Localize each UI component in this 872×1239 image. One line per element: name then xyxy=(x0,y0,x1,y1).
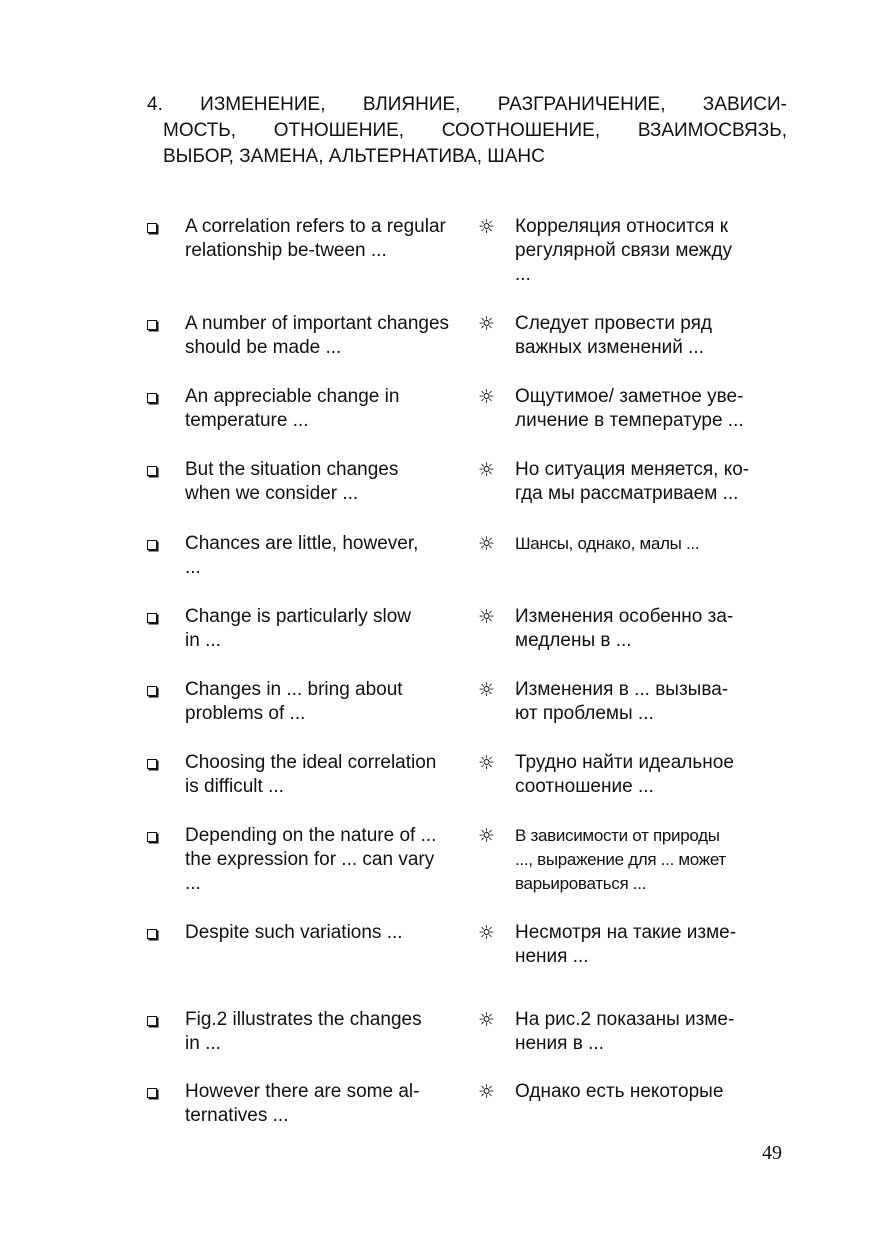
heading-line-1 xyxy=(147,92,787,118)
checkbox-square-icon xyxy=(147,466,157,476)
russian-translation-line: На рис.2 показаны изме- xyxy=(515,1009,735,1030)
english-phrase xyxy=(185,532,465,580)
russian-translation-line: варьироваться ... xyxy=(515,874,647,893)
russian-translation-line: ют проблемы ... xyxy=(515,703,654,724)
english-phrase-line: in ... xyxy=(185,630,221,651)
english-phrase-line: ... xyxy=(185,873,201,894)
russian-translation xyxy=(515,458,775,506)
checkbox-square-icon xyxy=(147,759,157,769)
heading-word: МОСТЬ, xyxy=(163,120,237,141)
heading-number: 4. xyxy=(147,94,163,115)
english-phrase xyxy=(185,1008,465,1056)
checkbox-square-icon xyxy=(147,929,157,939)
section-heading xyxy=(147,92,787,170)
english-phrase-line: temperature ... xyxy=(185,410,309,431)
english-phrase-line: However there are some al- xyxy=(185,1081,420,1102)
sun-icon: ☼ xyxy=(478,1081,496,1103)
page-number: 49 xyxy=(762,1142,782,1164)
heading-word: ИЗМЕНЕНИЕ, xyxy=(200,94,326,115)
english-phrase-line: ternatives ... xyxy=(185,1105,289,1126)
russian-translation xyxy=(515,532,775,556)
russian-translation xyxy=(515,385,775,433)
sun-icon: ☼ xyxy=(478,459,496,481)
russian-translation-line: Корреляция относится к xyxy=(515,216,729,237)
english-phrase-line: A number of important changes xyxy=(185,313,450,334)
english-phrase xyxy=(185,678,465,726)
russian-translation-line: гда мы рассматриваем ... xyxy=(515,483,739,504)
english-phrase xyxy=(185,1080,465,1128)
english-phrase-line: Depending on the nature of ... xyxy=(185,825,437,846)
russian-translation-line: нения в ... xyxy=(515,1033,604,1054)
english-phrase xyxy=(185,605,465,653)
russian-translation-line: соотношение ... xyxy=(515,776,654,797)
english-phrase-line: relationship be-tween ... xyxy=(185,240,387,261)
sun-icon: ☼ xyxy=(478,313,496,335)
heading-word: СООТНОШЕНИЕ, xyxy=(441,120,601,141)
english-phrase xyxy=(185,751,465,799)
sun-icon: ☼ xyxy=(478,922,496,944)
checkbox-square-icon xyxy=(147,223,157,233)
heading-word: ВЗАИМОСВЯЗЬ, xyxy=(637,120,787,141)
sun-icon: ☼ xyxy=(478,1009,496,1031)
english-phrase-line: Chances are little, however, xyxy=(185,533,419,554)
checkbox-square-icon xyxy=(147,1088,157,1098)
checkbox-square-icon xyxy=(147,540,157,550)
sun-icon: ☼ xyxy=(478,606,496,628)
russian-translation-line: Изменения особенно за- xyxy=(515,606,734,627)
russian-translation-line: Ощутимое/ заметное уве- xyxy=(515,386,744,407)
russian-translation xyxy=(515,215,775,287)
russian-translation-line: нения ... xyxy=(515,946,589,967)
english-phrase-line: should be made ... xyxy=(185,337,342,358)
english-phrase-line: Changes in ... bring about xyxy=(185,679,403,700)
checkbox-square-icon xyxy=(147,320,157,330)
russian-translation-line: Несмотря на такие изме- xyxy=(515,922,737,943)
english-phrase-line: Despite such variations ... xyxy=(185,922,403,943)
english-phrase-line: the expression for ... can vary xyxy=(185,849,435,870)
heading-word: ЗАВИСИ- xyxy=(702,94,787,115)
russian-translation-line: Следует провести ряд xyxy=(515,313,712,334)
english-phrase-line: Change is particularly slow xyxy=(185,606,411,627)
english-phrase-line: An appreciable change in xyxy=(185,386,400,407)
russian-translation xyxy=(515,1008,775,1056)
russian-translation-line: В зависимости от природы xyxy=(515,826,720,845)
english-phrase xyxy=(185,385,465,433)
checkbox-square-icon xyxy=(147,393,157,403)
russian-translation-line: регулярной связи между xyxy=(515,240,733,261)
russian-translation-line: важных изменений ... xyxy=(515,337,704,358)
russian-translation xyxy=(515,1080,775,1104)
russian-translation-line: Однако есть некоторые xyxy=(515,1081,724,1102)
sun-icon: ☼ xyxy=(478,533,496,555)
russian-translation-line: Шансы, однако, малы ... xyxy=(515,534,700,553)
sun-icon: ☼ xyxy=(478,216,496,238)
russian-translation-line: Но ситуация меняется, ко- xyxy=(515,459,750,480)
english-phrase-line: ... xyxy=(185,557,201,578)
russian-translation-line: ... xyxy=(515,264,531,285)
english-phrase-line: is difficult ... xyxy=(185,776,284,797)
heading-word: РАЗГРАНИЧЕНИЕ, xyxy=(497,94,666,115)
russian-translation xyxy=(515,751,775,799)
russian-translation xyxy=(515,921,775,969)
russian-translation-line: медлены в ... xyxy=(515,630,632,651)
russian-translation-line: Трудно найти идеальное xyxy=(515,752,734,773)
russian-translation-line: Изменения в ... вызыва- xyxy=(515,679,729,700)
checkbox-square-icon xyxy=(147,1016,157,1026)
english-phrase xyxy=(185,215,465,263)
heading-word: ОТНОШЕНИЕ, xyxy=(273,120,405,141)
english-phrase-line: in ... xyxy=(185,1033,221,1054)
russian-translation xyxy=(515,824,775,896)
english-phrase xyxy=(185,824,465,896)
english-phrase-line: A correlation refers to a regular xyxy=(185,216,446,237)
english-phrase-line: Choosing the ideal correlation xyxy=(185,752,437,773)
russian-translation-line: ..., выражение для ... может xyxy=(515,850,726,869)
heading-line-2 xyxy=(147,118,787,144)
russian-translation xyxy=(515,312,775,360)
english-phrase xyxy=(185,458,465,506)
english-phrase-line: But the situation changes xyxy=(185,459,399,480)
english-phrase xyxy=(185,312,465,360)
english-phrase-line: Fig.2 illustrates the changes xyxy=(185,1009,422,1030)
heading-word: ВЛИЯНИЕ, xyxy=(362,94,461,115)
checkbox-square-icon xyxy=(147,832,157,842)
english-phrase xyxy=(185,921,465,945)
english-phrase-line: when we consider ... xyxy=(185,483,359,504)
sun-icon: ☼ xyxy=(478,679,496,701)
sun-icon: ☼ xyxy=(478,386,496,408)
checkbox-square-icon xyxy=(147,686,157,696)
english-phrase-line: problems of ... xyxy=(185,703,306,724)
sun-icon: ☼ xyxy=(478,752,496,774)
russian-translation-line: личение в температуре ... xyxy=(515,410,744,431)
checkbox-square-icon xyxy=(147,613,157,623)
heading-line-3: ВЫБОР, ЗАМЕНА, АЛЬТЕРНАТИВА, ШАНС xyxy=(163,146,545,167)
sun-icon: ☼ xyxy=(478,825,496,847)
russian-translation xyxy=(515,678,775,726)
russian-translation xyxy=(515,605,775,653)
